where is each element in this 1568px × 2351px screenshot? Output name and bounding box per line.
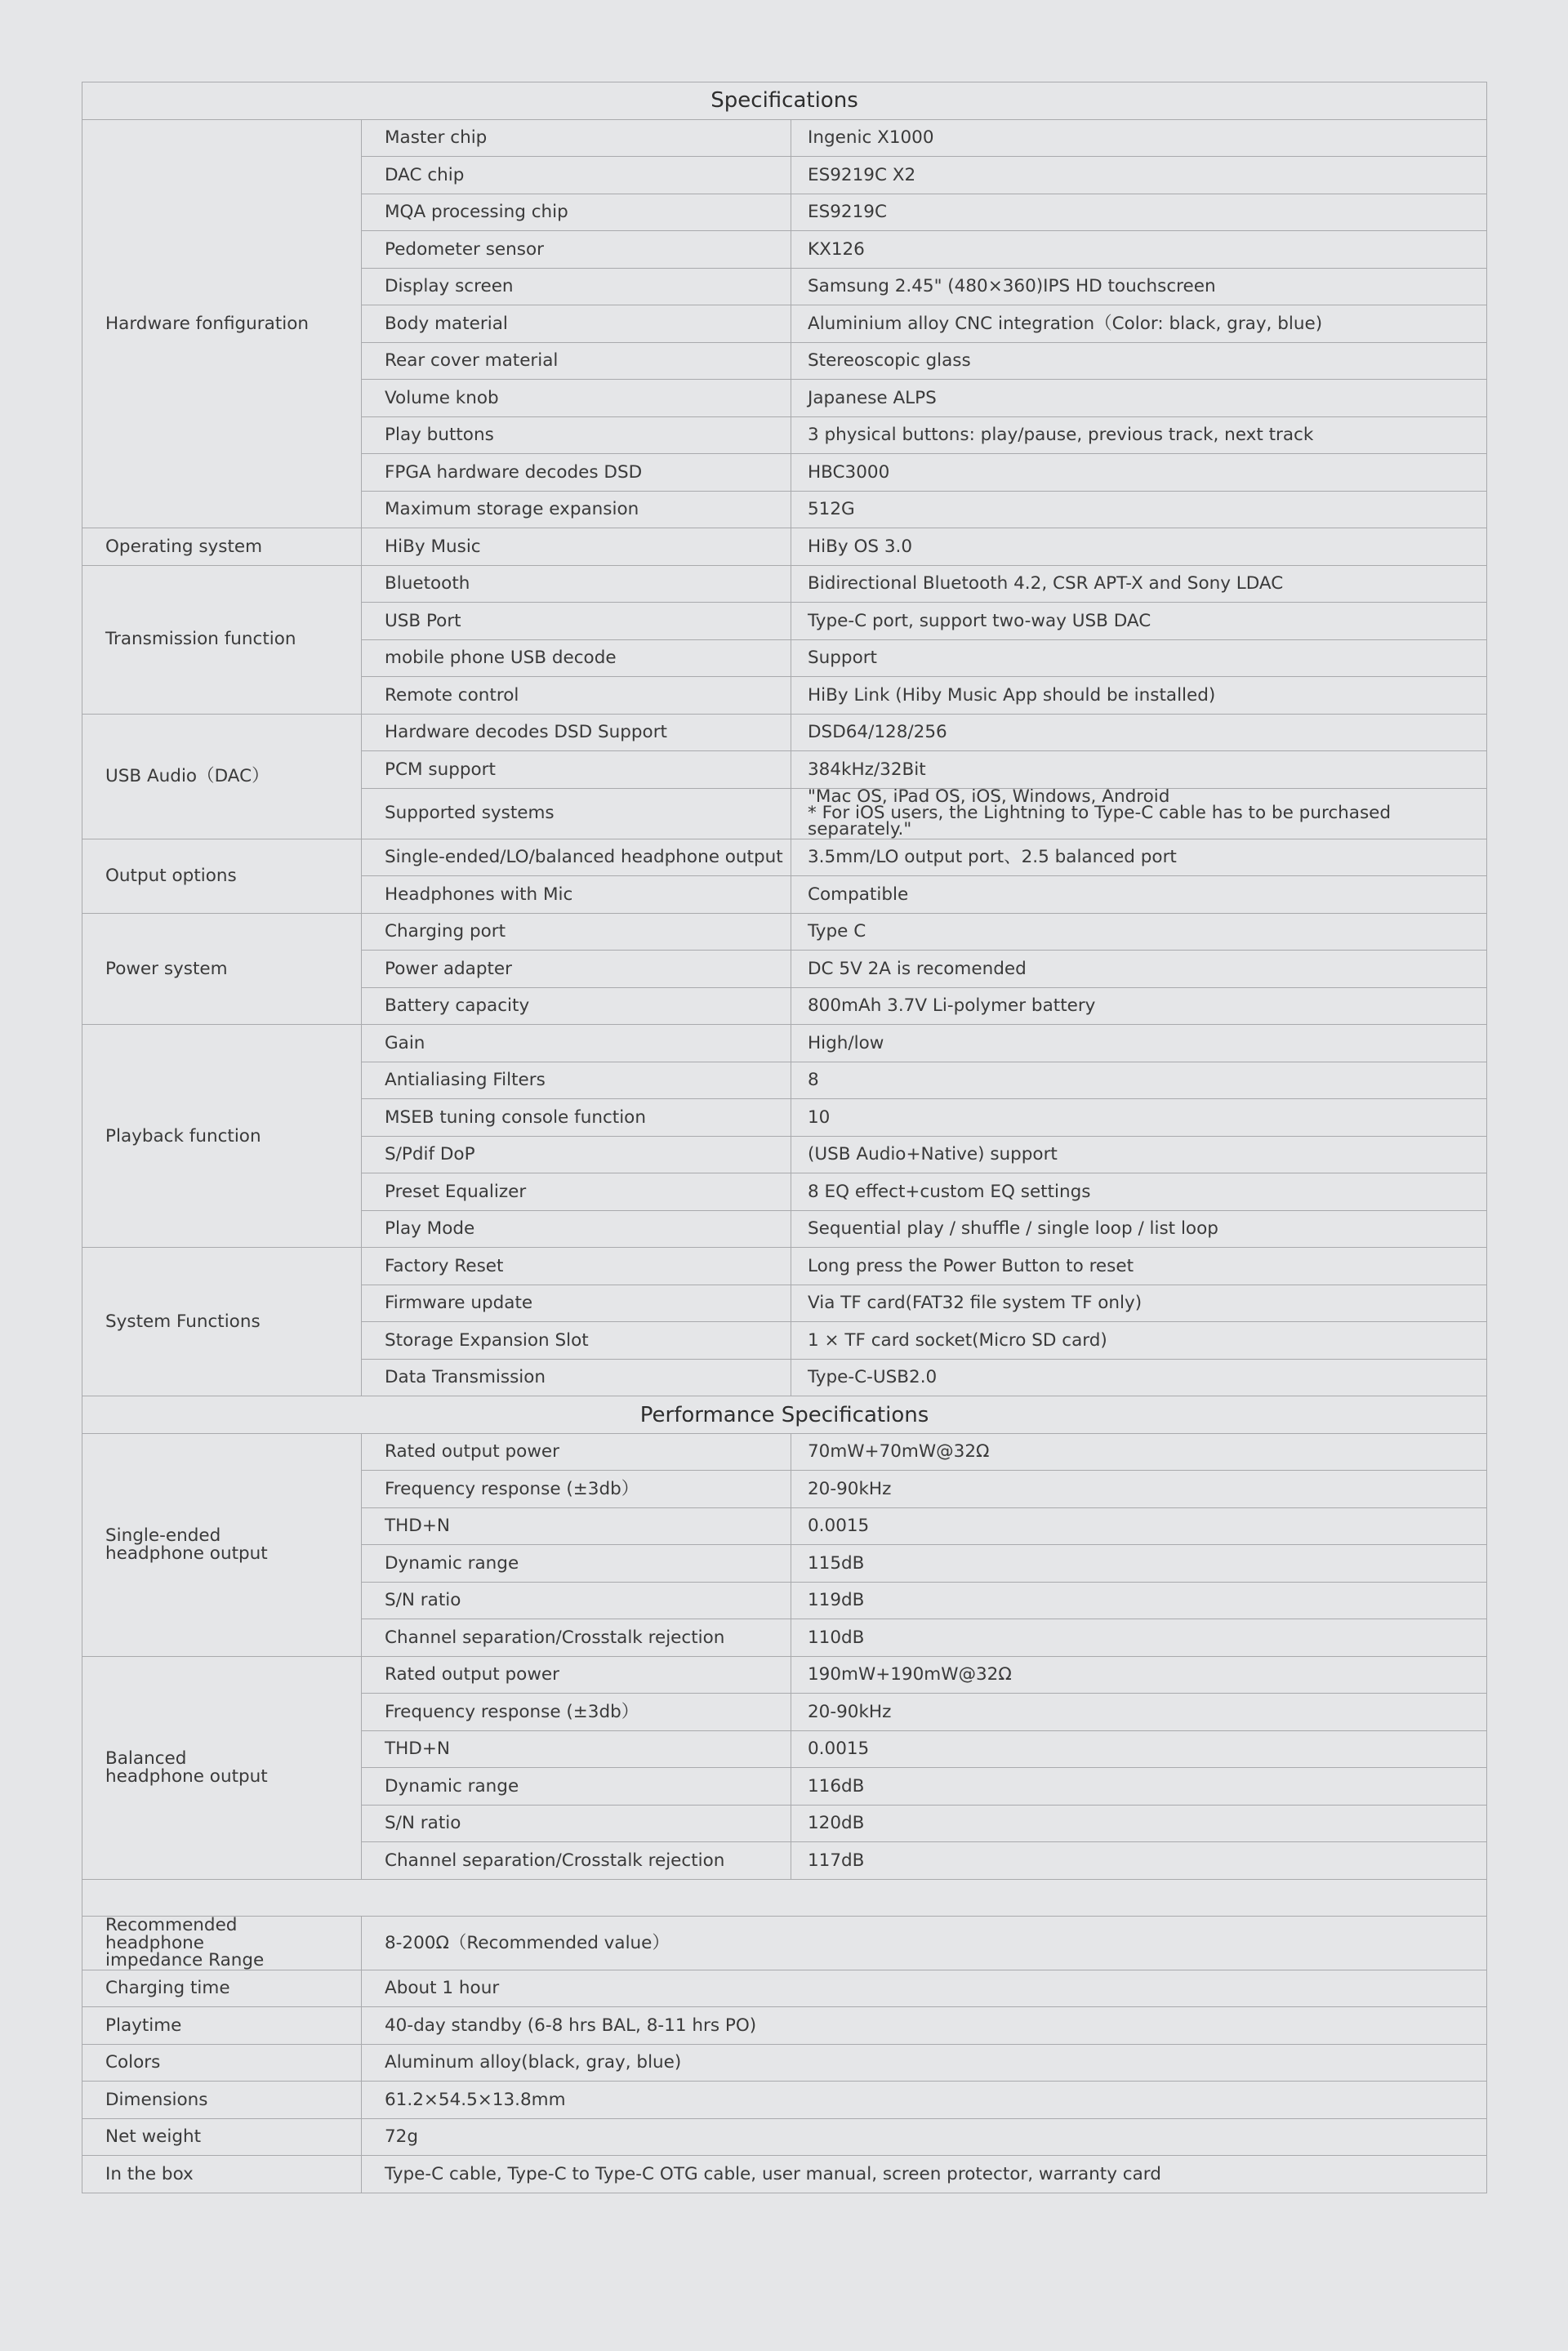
spec-value: 384kHz/32Bit — [791, 751, 1487, 789]
spec-value: Bidirectional Bluetooth 4.2, CSR APT-X and Sony LDAC — [791, 565, 1487, 603]
spec-item: Channel separation/Crosstalk rejection — [362, 1842, 791, 1880]
spec-value: ES9219C X2 — [791, 157, 1487, 194]
spec-value: HBC3000 — [791, 454, 1487, 492]
table-row — [82, 565, 1487, 603]
spec-item: MQA processing chip — [362, 194, 791, 231]
spec-value: HiBy OS 3.0 — [791, 528, 1487, 566]
spec-item: Single-ended/LO/balanced headphone output — [362, 839, 791, 876]
spec-value: Japanese ALPS — [791, 380, 1487, 417]
spec-value: 20-90kHz — [791, 1471, 1487, 1508]
spec-item: Rear cover material — [362, 342, 791, 380]
table-row — [82, 2082, 1487, 2119]
table-row — [82, 1917, 1487, 1970]
spec-item: HiBy Music — [362, 528, 791, 566]
spec-item: PCM support — [362, 751, 791, 789]
spec-item: Rated output power — [362, 1656, 791, 1694]
spec-item: S/N ratio — [362, 1805, 791, 1842]
spec-item: MSEB tuning console function — [362, 1099, 791, 1137]
table-row — [82, 119, 1487, 157]
spec-item: Remote control — [362, 677, 791, 715]
spec-item: Data Transmission — [362, 1359, 791, 1396]
spec-value: Support — [791, 639, 1487, 677]
spec-value: 8 — [791, 1062, 1487, 1099]
spec-item: Bluetooth — [362, 565, 791, 603]
spec-value: Ingenic X1000 — [791, 119, 1487, 157]
spec-item: Display screen — [362, 268, 791, 305]
table-row — [82, 1656, 1487, 1694]
spec-item: DAC chip — [362, 157, 791, 194]
specifications-title: Specifications — [82, 82, 1487, 120]
spec-group-label: Hardware fonfiguration — [82, 119, 362, 528]
spec-value: Sequential play / shuffle / single loop / list loop — [791, 1210, 1487, 1248]
spec-value: 110dB — [791, 1619, 1487, 1657]
table-row — [82, 714, 1487, 751]
spec-value: 119dB — [791, 1582, 1487, 1619]
spec-value: Compatible — [791, 876, 1487, 914]
spec-value: (USB Audio+Native) support — [791, 1136, 1487, 1173]
table-row — [82, 2007, 1487, 2045]
general-value: Type-C cable, Type-C to Type-C OTG cable, user manual, screen protector, warranty card — [362, 2156, 1487, 2193]
general-label: Playtime — [82, 2007, 362, 2045]
spec-value: 8 EQ effect+custom EQ settings — [791, 1173, 1487, 1211]
general-value: 61.2×54.5×13.8mm — [362, 2082, 1487, 2119]
table-row — [82, 1025, 1487, 1062]
spec-value: 70mW+70mW@32Ω — [791, 1433, 1487, 1471]
spec-value: 0.0015 — [791, 1507, 1487, 1545]
spec-item: Hardware decodes DSD Support — [362, 714, 791, 751]
spec-value: 3.5mm/LO output port、2.5 balanced port — [791, 839, 1487, 876]
table-row — [82, 1433, 1487, 1471]
spec-item: Master chip — [362, 119, 791, 157]
spec-value: High/low — [791, 1025, 1487, 1062]
spec-value: KX126 — [791, 231, 1487, 269]
spec-group-label: Transmission function — [82, 565, 362, 714]
spec-group-label: Operating system — [82, 528, 362, 566]
general-value: Aluminum alloy(black, gray, blue) — [362, 2044, 1487, 2082]
general-label: Colors — [82, 2044, 362, 2082]
blank-row — [82, 1879, 1487, 1917]
spec-value: 20-90kHz — [791, 1694, 1487, 1731]
spec-value: Long press the Power Button to reset — [791, 1248, 1487, 1285]
general-label: Dimensions — [82, 2082, 362, 2119]
blank-cell — [82, 1879, 1487, 1917]
spec-item: Maximum storage expansion — [362, 491, 791, 528]
general-label: In the box — [82, 2156, 362, 2193]
general-label: Charging time — [82, 1970, 362, 2007]
spec-group-label: System Functions — [82, 1248, 362, 1396]
spec-value: 800mAh 3.7V Li-polymer battery — [791, 987, 1487, 1025]
table-row — [82, 2044, 1487, 2082]
spec-value: Type-C port, support two-way USB DAC — [791, 603, 1487, 640]
spec-value: 190mW+190mW@32Ω — [791, 1656, 1487, 1694]
spec-value: DC 5V 2A is recomended — [791, 951, 1487, 988]
spec-item: FPGA hardware decodes DSD — [362, 454, 791, 492]
spec-value: 10 — [791, 1099, 1487, 1137]
spec-value: Samsung 2.45" (480×360)IPS HD touchscreen — [791, 268, 1487, 305]
spec-table-body — [82, 82, 1487, 2193]
spec-item: mobile phone USB decode — [362, 639, 791, 677]
spec-item: THD+N — [362, 1730, 791, 1768]
spec-value: 1 × TF card socket(Micro SD card) — [791, 1322, 1487, 1360]
spec-item: S/N ratio — [362, 1582, 791, 1619]
spec-item: Play buttons — [362, 416, 791, 454]
table-row — [82, 1248, 1487, 1285]
spec-value: ES9219C — [791, 194, 1487, 231]
spec-table — [82, 82, 1487, 2193]
spec-value: HiBy Link (Hiby Music App should be installed) — [791, 677, 1487, 715]
spec-item: Charging port — [362, 913, 791, 951]
spec-value: 0.0015 — [791, 1730, 1487, 1768]
spec-value: Type C — [791, 913, 1487, 951]
spec-item: Supported systems — [362, 788, 791, 839]
spec-item: Volume knob — [362, 380, 791, 417]
spec-item: Preset Equalizer — [362, 1173, 791, 1211]
spec-value: 3 physical buttons: play/pause, previous track, next track — [791, 416, 1487, 454]
spec-item: Antialiasing Filters — [362, 1062, 791, 1099]
general-value: 72g — [362, 2118, 1487, 2156]
table-row — [82, 1970, 1487, 2007]
table-row — [82, 839, 1487, 876]
general-label: Net weight — [82, 2118, 362, 2156]
spec-group-label: Power system — [82, 913, 362, 1025]
spec-value: Via TF card(FAT32 file system TF only) — [791, 1285, 1487, 1322]
spec-item: Firmware update — [362, 1285, 791, 1322]
spec-item: Frequency response (±3db） — [362, 1694, 791, 1731]
spec-value: 116dB — [791, 1768, 1487, 1806]
table-row — [82, 2156, 1487, 2193]
spec-value: 512G — [791, 491, 1487, 528]
table-row — [82, 913, 1487, 951]
spec-item: USB Port — [362, 603, 791, 640]
spec-group-label: USB Audio（DAC） — [82, 714, 362, 839]
table-row — [82, 2118, 1487, 2156]
general-value: 40-day standby (6-8 hrs BAL, 8-11 hrs PO) — [362, 2007, 1487, 2045]
spec-group-label: Playback function — [82, 1025, 362, 1248]
spec-value: "Mac OS, iPad OS, iOS, Windows, Android * For iOS users, the Lightning to Type-C cable has to be purchased separately." — [791, 788, 1487, 839]
spec-item: Power adapter — [362, 951, 791, 988]
spec-item: Pedometer sensor — [362, 231, 791, 269]
spec-item: Rated output power — [362, 1433, 791, 1471]
performance-title: Performance Specifications — [82, 1396, 1487, 1434]
perf-group-label: Single-ended headphone output — [82, 1433, 362, 1656]
spec-value: 120dB — [791, 1805, 1487, 1842]
spec-value: DSD64/128/256 — [791, 714, 1487, 751]
performance-title-row — [82, 1396, 1487, 1434]
general-value: 8-200Ω（Recommended value） — [362, 1917, 1487, 1970]
perf-group-label: Balanced headphone output — [82, 1656, 362, 1879]
spec-value: Stereoscopic glass — [791, 342, 1487, 380]
table-row — [82, 528, 1487, 566]
spec-item: Play Mode — [362, 1210, 791, 1248]
spec-item: THD+N — [362, 1507, 791, 1545]
spec-item: Storage Expansion Slot — [362, 1322, 791, 1360]
spec-item: Battery capacity — [362, 987, 791, 1025]
general-label: Recommended headphone impedance Range — [82, 1917, 362, 1970]
spec-item: Dynamic range — [362, 1545, 791, 1583]
spec-value: Aluminium alloy CNC integration（Color: black, gray, blue) — [791, 305, 1487, 343]
spec-item: Body material — [362, 305, 791, 343]
spec-item: S/Pdif DoP — [362, 1136, 791, 1173]
spec-item: Frequency response (±3db） — [362, 1471, 791, 1508]
spec-value: 117dB — [791, 1842, 1487, 1880]
spec-value: 115dB — [791, 1545, 1487, 1583]
spec-group-label: Output options — [82, 839, 362, 913]
specifications-title-row — [82, 82, 1487, 120]
spec-item: Factory Reset — [362, 1248, 791, 1285]
spec-value: Type-C-USB2.0 — [791, 1359, 1487, 1396]
spec-item: Dynamic range — [362, 1768, 791, 1806]
spec-item: Gain — [362, 1025, 791, 1062]
spec-item: Channel separation/Crosstalk rejection — [362, 1619, 791, 1657]
general-value: About 1 hour — [362, 1970, 1487, 2007]
spec-item: Headphones with Mic — [362, 876, 791, 914]
